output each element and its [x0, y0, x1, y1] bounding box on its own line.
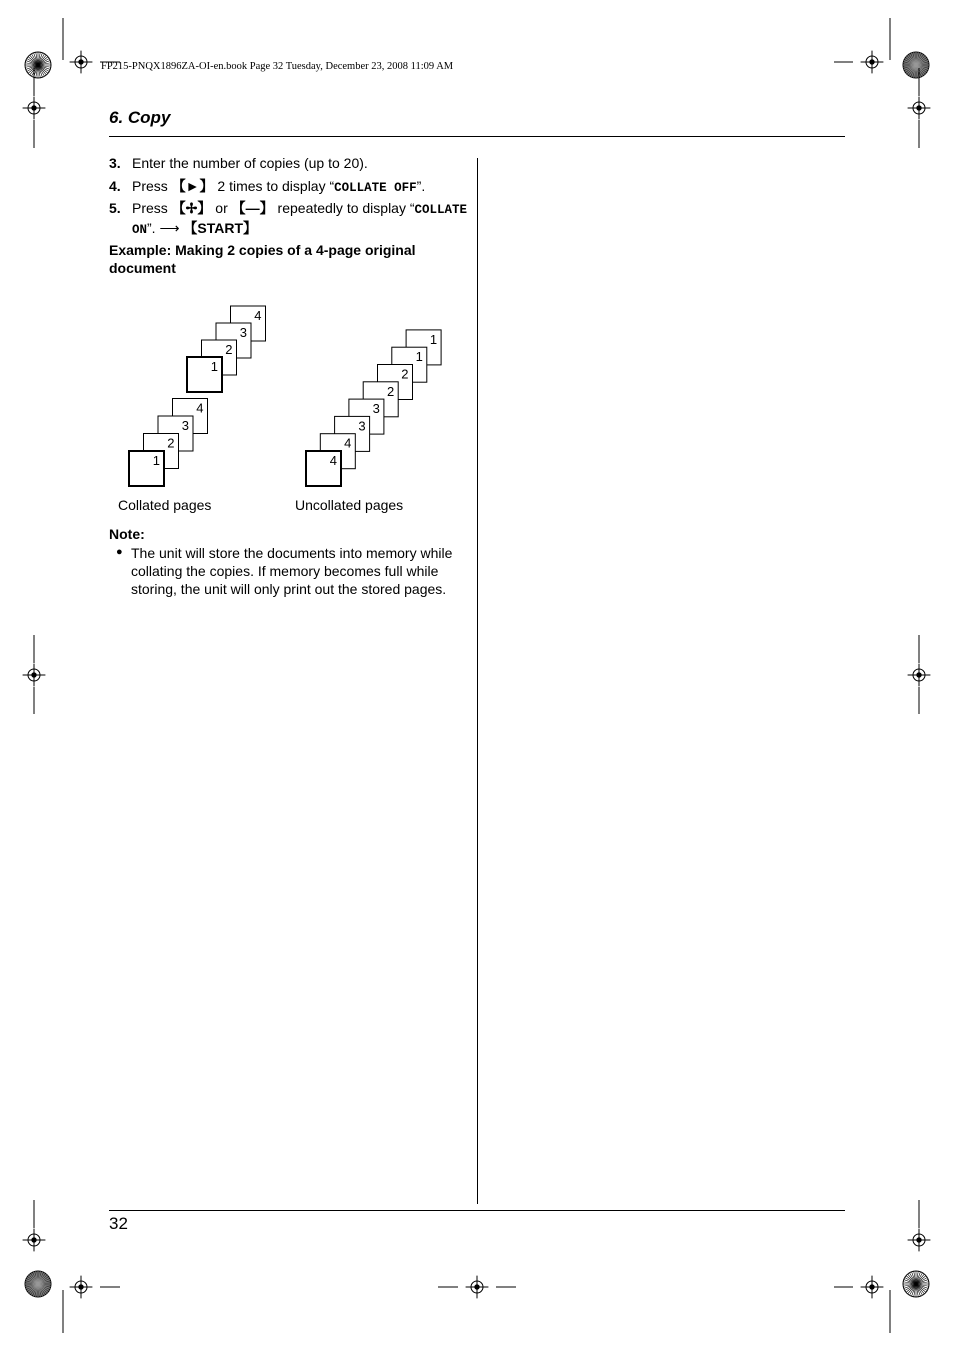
- registration-target-icon: [23, 97, 46, 120]
- step-5: [109, 199, 469, 239]
- lcd-display-text: COLLATE OFF: [334, 181, 417, 195]
- page-number-label: 4: [329, 453, 337, 468]
- uncollated-page: [306, 451, 341, 486]
- color-registration-disc-icon: [25, 1271, 51, 1297]
- page-number-label: 2: [386, 383, 395, 399]
- step-text: ”.: [416, 178, 426, 194]
- registration-target-icon: [861, 51, 884, 74]
- step-number: 5.: [109, 200, 121, 216]
- registration-target-icon: [70, 51, 93, 74]
- chapter-title: 6. Copy: [109, 108, 171, 127]
- color-registration-disc-icon: [903, 1271, 929, 1297]
- registration-target-icon: [908, 97, 931, 120]
- step-number: 4.: [109, 178, 121, 194]
- registration-target-icon: [908, 1229, 931, 1252]
- minus-key: 【—】: [231, 200, 274, 216]
- page-number-label: 1: [152, 453, 160, 468]
- step-text: or: [211, 200, 232, 216]
- plus-key: 【✢】: [171, 200, 212, 216]
- collated-lower-page: [129, 451, 164, 486]
- collate-diagram: [100, 295, 460, 495]
- page-number-label: 3: [181, 418, 189, 433]
- color-registration-disc-icon: [25, 52, 51, 78]
- example-heading: Example: Making 2 copies of a 4-page original document: [109, 242, 416, 276]
- right-arrow-key: 【►】: [171, 178, 214, 194]
- page-number-label: 4: [196, 400, 204, 416]
- page-number-label: 2: [401, 366, 409, 382]
- page-number-label: 1: [415, 349, 423, 365]
- page-number-label: 4: [254, 308, 262, 323]
- registration-target-icon: [861, 1276, 884, 1299]
- page-number-label: 3: [372, 401, 380, 417]
- page-number-label: 4: [344, 435, 352, 451]
- page-number-label: 2: [167, 435, 175, 451]
- registration-target-icon: [908, 664, 931, 687]
- file-slug-line: FP215-PNQX1896ZA-OI-en.book Page 32 Tuesday, December 23, 2008 11:09 AM: [101, 61, 454, 72]
- lcd-display-text: COLLATE ON: [132, 203, 468, 237]
- page-number-label: 1: [429, 331, 438, 347]
- step-number: 3.: [109, 155, 121, 171]
- step-text: ”. ⟶: [147, 220, 184, 236]
- page-number-label: 3: [358, 418, 366, 434]
- note-text: The unit will store the documents into memory while collating the copies. If memory becomes full while storing, the unit will only print out the stored pages.: [131, 545, 453, 597]
- step-4: [109, 177, 469, 197]
- registration-target-icon: [466, 1276, 489, 1299]
- collated-caption: Collated pages: [118, 497, 212, 513]
- collated-upper-page: [187, 357, 222, 392]
- step-text: Press: [132, 200, 172, 216]
- page-number-label: 1: [210, 359, 218, 374]
- registration-target-icon: [70, 1276, 93, 1299]
- step-3: [109, 154, 469, 172]
- uncollated-caption: Uncollated pages: [295, 497, 404, 513]
- color-registration-disc-icon: [903, 52, 929, 78]
- step-text: 2 times to display “: [213, 178, 335, 194]
- header-rule: [109, 136, 845, 137]
- column-divider: [477, 158, 478, 1204]
- step-text: repeatedly to display “: [273, 200, 415, 216]
- page-number: 32: [109, 1214, 128, 1233]
- registration-target-icon: [23, 664, 46, 687]
- page-number-label: 2: [225, 342, 233, 357]
- footer-rule: [109, 1210, 845, 1211]
- note-title: Note:: [109, 526, 145, 542]
- step-text: Enter the number of copies (up to 20).: [132, 155, 368, 171]
- registration-target-icon: [23, 1229, 46, 1252]
- page-number-label: 3: [239, 325, 247, 340]
- bullet-icon: ●: [116, 546, 123, 558]
- step-text: Press: [132, 178, 172, 194]
- start-key: 【START】: [183, 220, 258, 236]
